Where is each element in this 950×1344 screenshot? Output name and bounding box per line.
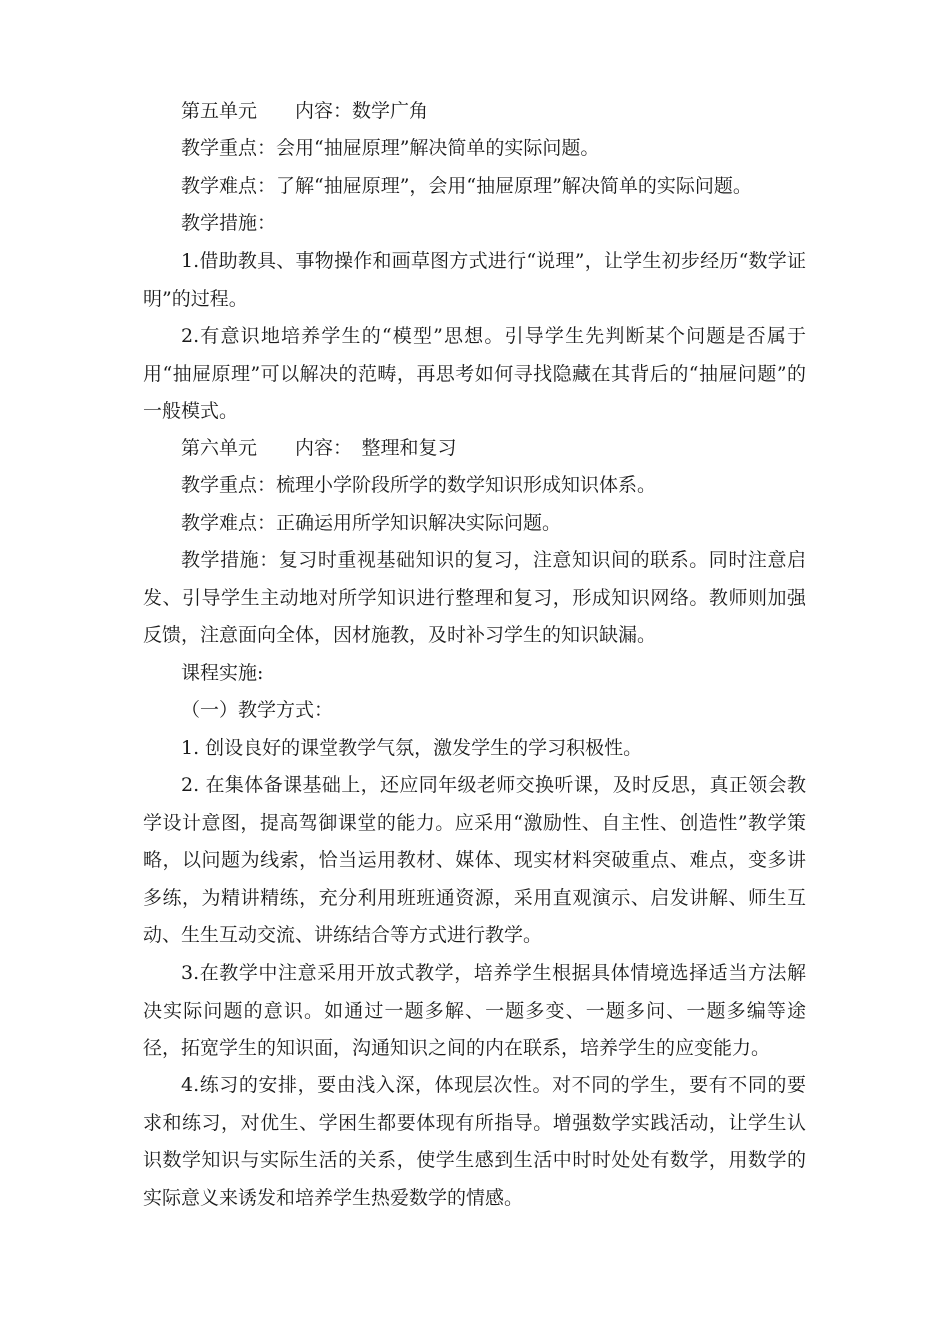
unit-six-measures: 教学措施：复习时重视基础知识的复习，注意知识间的联系。同时注意启发、引导学生主动地对所学知识进行整理和复习，形成知识网络。教师则加强反馈，注意面向全体，因材施教，及时补习学生的知识缺漏。 [143,549,806,646]
course-implementation-heading: 课程实施: [181,662,264,684]
teaching-method-1: 1. 创设良好的课堂教学气氛，激发学生的学习积极性。 [181,737,643,759]
unit-five-heading: 第五单元 内容：数学广角 [181,100,429,122]
unit-six-heading: 第六单元 内容： 整理和复习 [181,437,457,459]
unit-six-key-point: 教学重点：梳理小学阶段所学的数学知识形成知识体系。 [181,474,657,496]
unit-five-difficulty: 教学难点：了解“抽屉原理”，会用“抽屉原理”解决简单的实际问题。 [181,175,752,197]
unit-five-key-point: 教学重点：会用“抽屉原理”解决简单的实际问题。 [181,137,600,159]
unit-five-measure-2: 2.有意识地培养学生的“模型”思想。引导学生先判断某个问题是否属于用“抽屉原理”可以解决的范畴，再思考如何寻找隐藏在其背后的“抽屉问题”的一般模式。 [143,325,806,422]
unit-six-difficulty: 教学难点：正确运用所学知识解决实际问题。 [181,512,562,534]
unit-five-measures-heading: 教学措施： [181,212,277,234]
teaching-method-4: 4.练习的安排，要由浅入深，体现层次性。对不同的学生，要有不同的要求和练习，对优生、学困生都要体现有所指导。增强数学实践活动，让学生认识数学知识与实际生活的关系，使学生感到生活中时时处处有数学，用数学的实际意义来诱发和培养学生热爱数学的情感。 [143,1074,806,1209]
teaching-method-2: 2. 在集体备课基础上，还应同年级老师交换听课，及时反思，真正领会教学设计意图，提高驾御课堂的能力。应采用“激励性、自主性、创造性”教学策略，以问题为线索，恰当运用教材、媒体、现实材料突破重点、难点，变多讲多练，为精讲精练，充分利用班班通资源，采用直观演示、启发讲解、师生互动、生生互动交流、讲练结合等方式进行教学。 [143,774,806,946]
teaching-methods-heading: （一）教学方式： [181,699,334,721]
teaching-method-3: 3.在教学中注意采用开放式教学，培养学生根据具体情境选择适当方法解决实际问题的意识。如通过一题多解、一题多变、一题多问、一题多编等途径，拓宽学生的知识面，沟通知识之间的内在联系，培养学生的应变能力。 [143,962,806,1059]
unit-five-measure-1: 1.借助教具、事物操作和画草图方式进行“说理”，让学生初步经历“数学证明”的过程。 [143,250,806,310]
